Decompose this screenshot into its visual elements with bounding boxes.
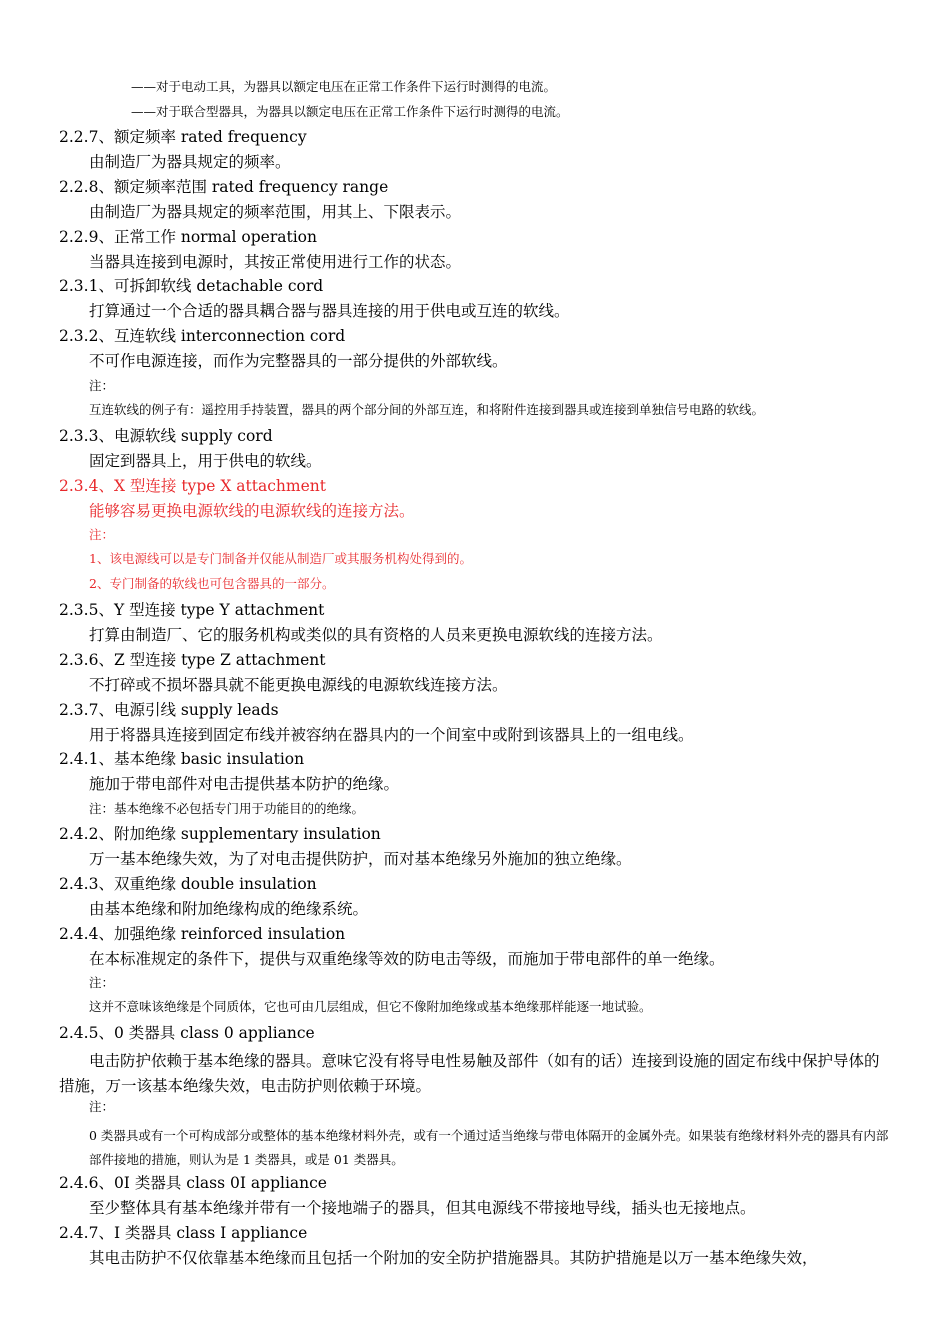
paragraph: 其电击防护不仅依靠基本绝缘而且包括一个附加的安全防护措施器具。其防护措施是以万一基本绝缘失效， xyxy=(89,1249,818,1267)
heading-2-4-3: 2.4.3、双重绝缘 double insulation xyxy=(59,875,317,893)
heading-2-4-6: 2.4.6、0I 类器具 class 0I appliance xyxy=(59,1174,327,1192)
heading-2-4-4: 2.4.4、加强绝缘 reinforced insulation xyxy=(59,925,346,943)
note-text: 互连软线的例子有：遥控用手持装置，器具的两个部分间的外部互连，和将附件连接到器具或连接到单独信号电路的软线。 xyxy=(89,402,765,417)
note-label-highlighted: 注： xyxy=(89,527,115,542)
dash-item-power-tools: ——对于电动工具，为器具以额定电压在正常工作条件下运行时测得的电流。 xyxy=(131,79,557,94)
note-item-2: 2、专门制备的软线也可包含器具的一部分。 xyxy=(89,576,335,591)
heading-2-2-8: 2.2.8、额定频率范围 rated frequency range xyxy=(59,178,389,196)
dash-item-combined-appliance: ——对于联合型器具，为器具以额定电压在正常工作条件下运行时测得的电流。 xyxy=(131,104,569,119)
heading-2-3-5: 2.3.5、Y 型连接 type Y attachment xyxy=(59,601,325,619)
paragraph: 万一基本绝缘失效，为了对电击提供防护，而对基本绝缘另外施加的独立绝缘。 xyxy=(89,850,632,868)
heading-2-4-5: 2.4.5、0 类器具 class 0 appliance xyxy=(59,1024,315,1042)
heading-2-3-2: 2.3.2、互连软线 interconnection cord xyxy=(59,327,346,345)
heading-2-2-9: 2.2.9、正常工作 normal operation xyxy=(59,228,317,246)
paragraph: 打算通过一个合适的器具耦合器与器具连接的用于供电或互连的软线。 xyxy=(89,302,570,320)
note-text: 注：基本绝缘不必包括专门用于功能目的的绝缘。 xyxy=(89,801,365,816)
paragraph: 打算由制造厂、它的服务机构或类似的具有资格的人员来更换电源软线的连接方法。 xyxy=(89,626,663,644)
note-item-1: 1、该电源线可以是专门制备并仅能从制造厂或其服务机构处得到的。 xyxy=(89,551,472,566)
paragraph: 不打碎或不损坏器具就不能更换电源线的电源软线连接方法。 xyxy=(89,676,508,694)
paragraph: 用于将器具连接到固定布线并被容纳在器具内的一个间室中或附到该器具上的一组电线。 xyxy=(89,726,694,744)
note-label: 注： xyxy=(89,378,115,393)
note-text: 这并不意味该绝缘是个同质体，它也可由几层组成，但它不像附加绝缘或基本绝缘那样能逐一地试验。 xyxy=(89,999,652,1014)
heading-2-3-4: 2.3.4、X 型连接 type X attachment xyxy=(59,477,326,495)
paragraph: 固定到器具上，用于供电的软线。 xyxy=(89,452,322,470)
heading-2-3-1: 2.3.1、可拆卸软线 detachable cord xyxy=(59,277,324,295)
paragraph: 在本标准规定的条件下，提供与双重绝缘等效的防电击等级，而施加于带电部件的单一绝缘。 xyxy=(89,950,725,968)
heading-2-4-7: 2.4.7、I 类器具 class I appliance xyxy=(59,1224,308,1242)
paragraph: 当器具连接到电源时，其按正常使用进行工作的状态。 xyxy=(89,253,462,271)
paragraph: 由制造厂为器具规定的频率范围，用其上、下限表示。 xyxy=(89,203,462,221)
heading-2-3-3: 2.3.3、电源软线 supply cord xyxy=(59,427,273,445)
note-label: 注： xyxy=(89,1099,115,1114)
paragraph: 至少整体具有基本绝缘并带有一个接地端子的器具，但其电源线不带接地导线，插头也无接地点。 xyxy=(89,1199,756,1217)
paragraph-highlighted: 能够容易更换电源软线的电源软线的连接方法。 xyxy=(89,502,415,520)
paragraph: 不可作电源连接，而作为完整器具的一部分提供的外部软线。 xyxy=(89,352,508,370)
paragraph: 施加于带电部件对电击提供基本防护的绝缘。 xyxy=(89,775,400,793)
heading-2-3-6: 2.3.6、Z 型连接 type Z attachment xyxy=(59,651,326,669)
heading-2-4-1: 2.4.1、基本绝缘 basic insulation xyxy=(59,750,305,768)
note-label: 注： xyxy=(89,975,115,990)
heading-2-4-2: 2.4.2、附加绝缘 supplementary insulation xyxy=(59,825,381,843)
paragraph: 由制造厂为器具规定的频率。 xyxy=(89,153,291,171)
paragraph-wrapped: 电击防护依赖于基本绝缘的器具。意味它没有将导电性易触及部件（如有的话）连接到设施的固定布线中保护导体的措施，万一该基本绝缘失效，电击防护则依赖于环境。 xyxy=(59,1052,880,1095)
heading-2-2-7: 2.2.7、额定频率 rated frequency xyxy=(59,128,307,146)
note-text-wrapped: 0 类器具或有一个可构成部分或整体的基本绝缘材料外壳，或有一个通过适当绝缘与带电体隔开的金属外壳。如果装有绝缘材料外壳的器具有内部部件接地的措施，则认为是 1 类器具，或是 01 类器具。 xyxy=(89,1128,889,1167)
paragraph: 由基本绝缘和附加绝缘构成的绝缘系统。 xyxy=(89,900,369,918)
heading-2-3-7: 2.3.7、电源引线 supply leads xyxy=(59,701,279,719)
